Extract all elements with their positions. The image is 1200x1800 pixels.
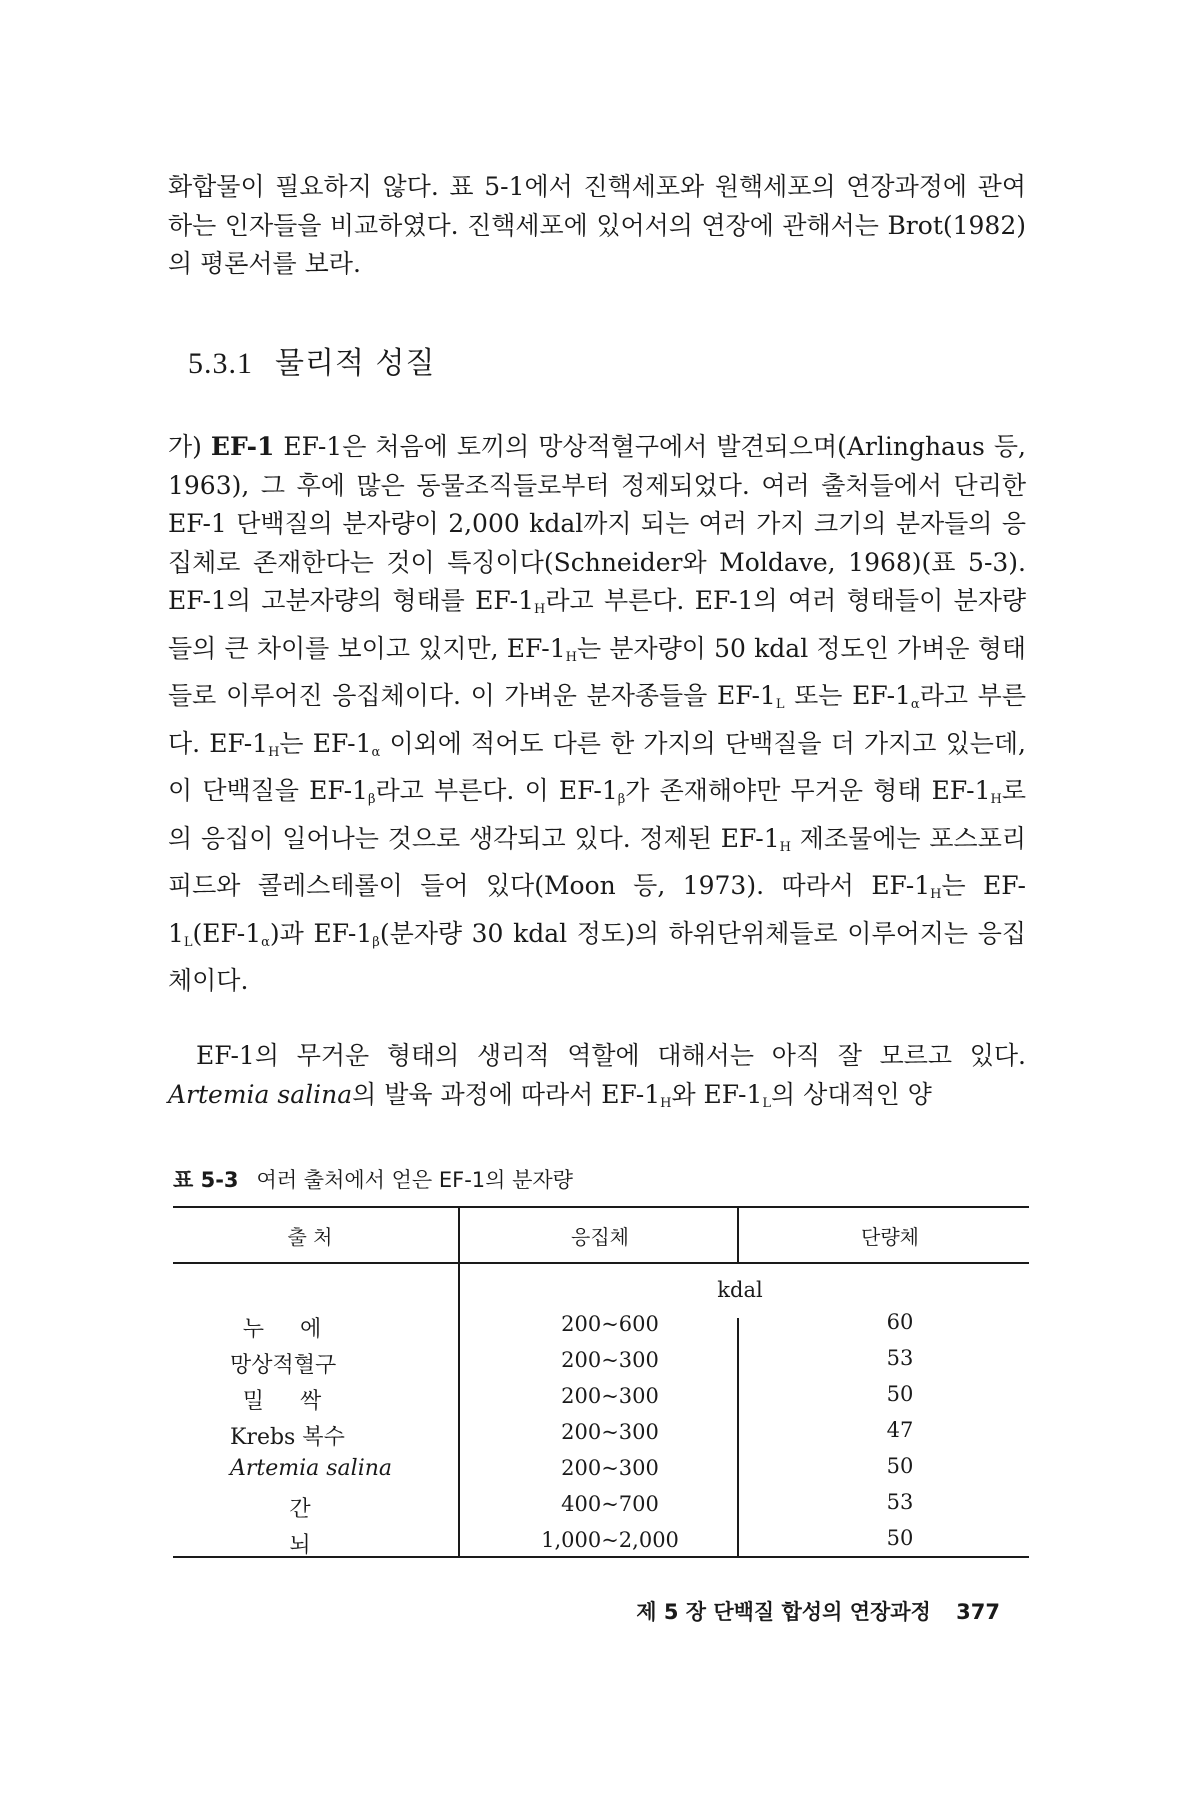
text-run: 로의 응집이 일어나는 것으로 생각되고 있다. 정제된 EF-1 <box>168 776 1026 853</box>
row-aggregate: 1,000~2,000 <box>541 1528 679 1552</box>
table-header-rule <box>173 1262 1029 1264</box>
text-run: 또는 EF-1 <box>784 681 911 710</box>
row-monomer: 53 <box>886 1490 914 1514</box>
table-header-aggregate: 응집체 <box>571 1225 629 1249</box>
row-source: 간 <box>289 1497 311 1522</box>
text-run: 라고 부른다. 이 EF-1 <box>375 776 618 805</box>
subscript: H <box>534 602 546 617</box>
text-run: 라고 부른다. EF-1의 여러 형태들이 분자량들의 큰 차이를 보이고 있지만, EF-1 <box>168 586 1027 663</box>
row-monomer: 50 <box>886 1382 914 1406</box>
row-source: Krebs 복수 <box>230 1425 345 1450</box>
intro-text: 화합물이 필요하지 않다. 표 5-1에서 진핵세포와 원핵세포의 연장과정에 관여하는 인자들을 비교하였다. 진핵세포에 있어서의 연장에 관해서는 Brot(1982)의 평론서를 보라. <box>168 172 1026 278</box>
subscript: H <box>268 744 280 760</box>
row-monomer: 53 <box>886 1346 914 1370</box>
text-run: (분자량 30 kdal 정도)의 하위단위체들로 이루어지는 응집체이다. <box>168 918 1026 995</box>
text-run: 가 존재해야만 무거운 형태 EF-1 <box>625 776 991 805</box>
text-run: (EF-1 <box>192 918 262 948</box>
row-source: 망상적혈구 <box>230 1353 337 1378</box>
subscript: α <box>910 697 920 712</box>
subscript: β <box>617 792 626 807</box>
table-header-source: 출 처 <box>287 1225 333 1249</box>
row-source: 밀싹 <box>242 1389 358 1414</box>
intro-paragraph <box>168 168 1026 284</box>
body-paragraph-1 <box>168 428 1026 1001</box>
footer-chapter: 제 5 장 단백질 합성의 연장과정 <box>636 1600 931 1624</box>
row-aggregate: 200~600 <box>561 1312 659 1336</box>
row-monomer: 50 <box>886 1526 914 1550</box>
unit-label: kdal <box>717 1278 763 1302</box>
subscript: L <box>183 934 193 950</box>
table-caption-text: 여러 출처에서 얻은 EF-1의 분자량 <box>256 1168 573 1192</box>
subscript: β <box>372 934 380 950</box>
row-source: 뇌 <box>289 1533 311 1558</box>
header-divider-1 <box>458 1208 460 1262</box>
text-run: 의 발육 과정에 따라서 EF-1 <box>352 1079 661 1109</box>
text-run: 는 EF-1 <box>279 728 372 758</box>
row-source: Artemia salina <box>230 1456 393 1481</box>
row-monomer: 47 <box>886 1418 914 1442</box>
subscript: L <box>775 697 785 712</box>
table-label: 표 5-3 <box>173 1168 239 1192</box>
text-run: EF-1은 처음에 토끼의 망상적혈구에서 발견되으며(Arlinghaus 등, 1963), 그 후에 많은 동물조직들로부터 정제되었다. 여러 출처들에서 단리한 EF-1 단백질의 분자량이 2,000 kdal까지 되는 여러 가지 크기의 분자들의 응집체로 존재한다는 것이 특징이다(Schneider와 Moldave, 1968)(표 5-3). EF-1의 고분자량의 형태를 EF-1 <box>168 432 1026 615</box>
body-paragraph-2 <box>168 1037 1026 1123</box>
header-divider-2 <box>737 1208 739 1262</box>
subscript: H <box>990 792 1002 807</box>
subscript: H <box>565 649 577 665</box>
row-aggregate: 200~300 <box>561 1456 659 1480</box>
section-number: 5.3.1 <box>188 347 253 380</box>
text-run: 는 EF-1 <box>168 871 1026 948</box>
row-aggregate: 400~700 <box>561 1492 659 1516</box>
table-caption <box>173 1164 573 1194</box>
section-heading <box>188 338 435 382</box>
subscript: β <box>367 792 376 807</box>
subscript: α <box>261 934 270 950</box>
body-divider-1 <box>458 1264 460 1556</box>
text-run: 의 상대적인 양 <box>771 1079 932 1109</box>
table-top-rule <box>173 1206 1029 1208</box>
species-name: Artemia salina <box>168 1079 353 1109</box>
subscript: H <box>930 887 942 902</box>
text-run: )과 EF-1 <box>269 918 373 948</box>
row-monomer: 50 <box>886 1454 914 1478</box>
section-title: 물리적 성질 <box>275 346 436 381</box>
subscript: L <box>762 1095 772 1111</box>
page-number: 377 <box>956 1600 1000 1624</box>
row-aggregate: 200~300 <box>561 1348 659 1372</box>
page-footer <box>560 1596 1000 1626</box>
item-term: EF-1 <box>210 432 275 461</box>
table-header-monomer: 단량체 <box>861 1225 919 1249</box>
text-run: 는 분자량이 50 kdal 정도인 가벼운 형태들로 이루어진 응집체이다. 이 가벼운 분자종들을 EF-1 <box>168 633 1027 710</box>
text-run: EF-1의 무거운 형태의 생리적 역할에 대해서는 아직 잘 모르고 있다. <box>196 1041 1026 1070</box>
text-run: 이외에 적어도 다른 한 가지의 단백질을 더 가지고 있는데, 이 단백질을 EF-1 <box>168 728 1026 805</box>
body-divider-2 <box>737 1318 739 1556</box>
text-run: 와 EF-1 <box>671 1079 763 1109</box>
subscript: H <box>660 1095 672 1111</box>
row-aggregate: 200~300 <box>561 1384 659 1408</box>
subscript: α <box>371 744 381 760</box>
row-source: 누에 <box>242 1317 358 1342</box>
item-marker: 가) <box>168 432 202 461</box>
text-run: 제조물에는 포스포리피드와 콜레스테롤이 들어 있다(Moon 등, 1973). 따라서 EF-1 <box>168 823 1026 900</box>
row-monomer: 60 <box>886 1310 914 1334</box>
row-aggregate: 200~300 <box>561 1420 659 1444</box>
text-run: 라고 부른다. EF-1 <box>168 681 1026 758</box>
subscript: H <box>779 839 791 855</box>
